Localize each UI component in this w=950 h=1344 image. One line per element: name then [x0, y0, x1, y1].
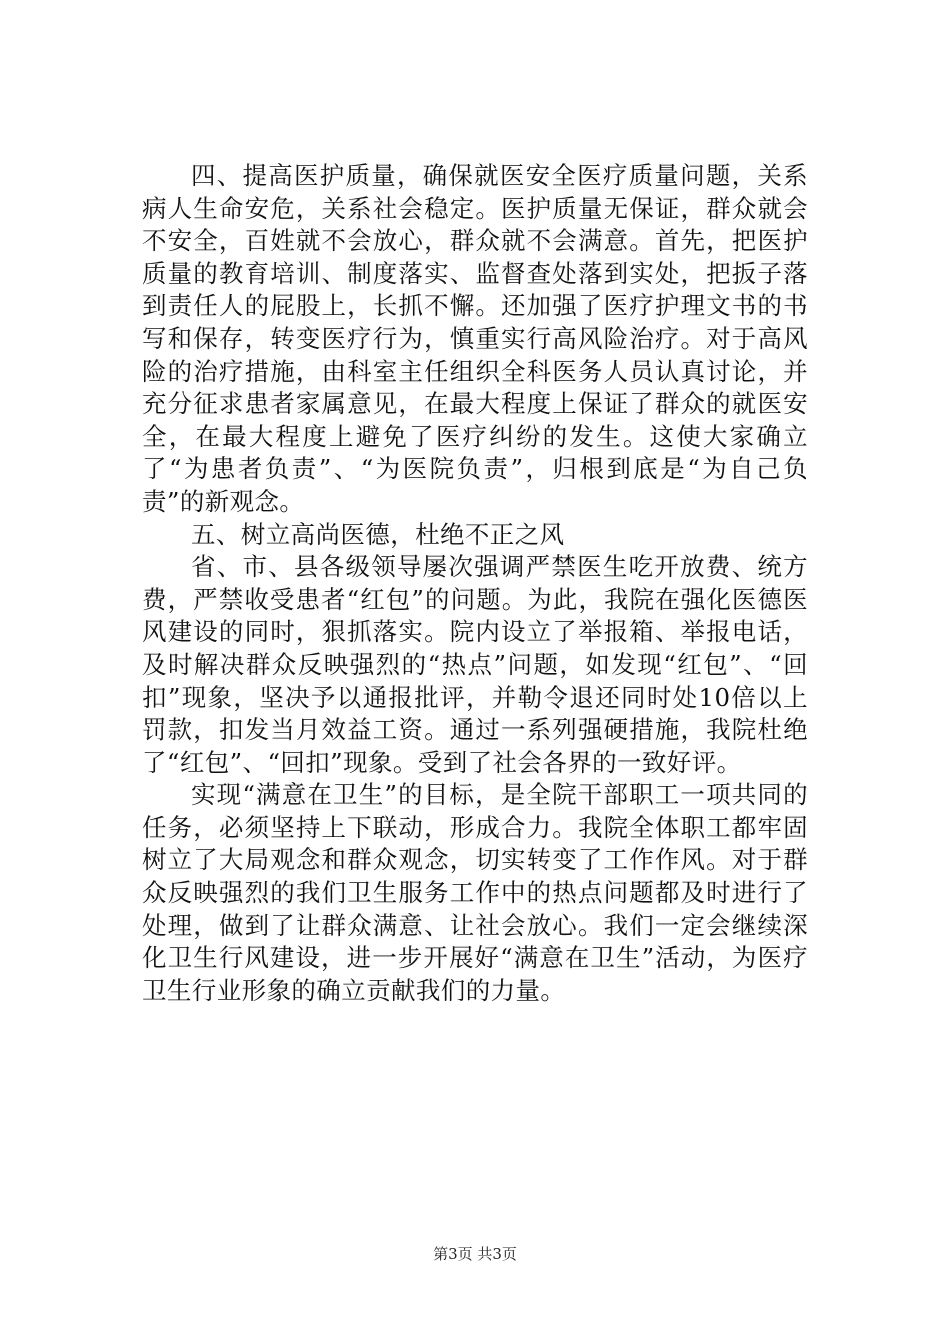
paragraph-anti-corruption: 省、市、县各级领导屡次强调严禁医生吃开放费、统方费，严禁收受患者“红包”的问题。为此，我院在强化医德医风建设的同时，狠抓落实。院内设立了举报箱、举报电话，及时解决群众反映强烈的“热点”问题，如发现“红包”、“回扣”现象，坚决予以通报批评，并勒令退还同时处10倍以上罚款，扣发当月效益工资。通过一系列强硬措施，我院杜绝了“红包”、“回扣”现象。受到了社会各界的一致好评。 [142, 552, 808, 777]
page-footer: 第3页 共3页 [433, 1245, 517, 1263]
paragraph-section-five-heading: 五、树立高尚医德，杜绝不正之风 [191, 519, 565, 549]
paragraph-conclusion: 实现“满意在卫生”的目标，是全院干部职工一项共同的任务，必须坚持上下联动，形成合力。我院全体职工都牢固树立了大局观念和群众观念，切实转变了工作作风。对于群众反映强烈的我们卫生服务工作中的热点问题都及时进行了处理，做到了让群众满意、让社会放心。我们一定会继续深化卫生行风建设，进一步开展好“满意在卫生”活动，为医疗卫生行业形象的确立贡献我们的力量。 [142, 780, 808, 1005]
document-body [142, 160, 808, 1007]
paragraph-section-four: 四、提高医护质量，确保就医安全医疗质量问题，关系病人生命安危，关系社会稳定。医护质量无保证，群众就会不安全，百姓就不会放心，群众就不会满意。首先，把医护质量的教育培训、制度落实、监督查处落到实处，把扳子落到责任人的屁股上，长抓不懈。还加强了医疗护理文书的书写和保存，转变医疗行为，慎重实行高风险治疗。对于高风险的治疗措施，由科室主任组织全科医务人员认真讨论，并充分征求患者家属意见，在最大程度上保证了群众的就医安全，在最大程度上避免了医疗纠纷的发生。这使大家确立了“为患者负责”、“为医院负责”，归根到底是“为自己负责”的新观念。 [142, 161, 808, 516]
